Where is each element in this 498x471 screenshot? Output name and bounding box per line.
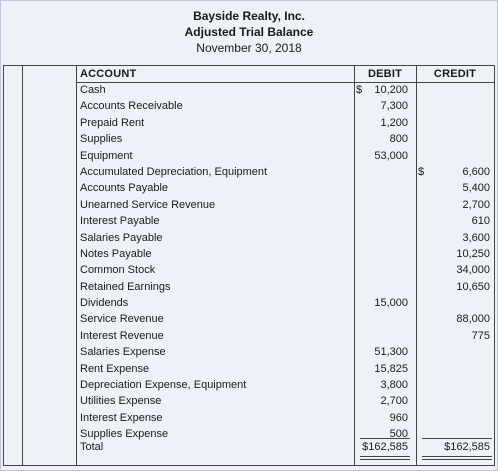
credit-value: 610 bbox=[471, 215, 490, 228]
debit-amount bbox=[356, 363, 408, 375]
credit-amount bbox=[418, 232, 490, 244]
debit-amount bbox=[356, 395, 408, 407]
debit-column-header: DEBIT bbox=[368, 68, 402, 80]
credit-value: 3,600 bbox=[462, 231, 490, 244]
statement-date: November 30, 2018 bbox=[196, 41, 302, 55]
debit-amount bbox=[356, 297, 408, 309]
table-row bbox=[4, 263, 494, 279]
debit-value: 53,000 bbox=[374, 149, 408, 162]
account-rows bbox=[4, 83, 494, 444]
debit-amount bbox=[356, 84, 408, 96]
account-name: Interest Expense bbox=[80, 411, 163, 424]
table-row bbox=[4, 165, 494, 181]
table-row bbox=[4, 116, 494, 132]
credit-amount bbox=[418, 313, 490, 325]
credit-amount bbox=[418, 182, 490, 194]
credit-value: 34,000 bbox=[456, 264, 490, 277]
credit-value: 6,600 bbox=[462, 165, 490, 178]
debit-double-rule bbox=[360, 456, 410, 460]
account-name: Accounts Receivable bbox=[80, 100, 183, 113]
table-row bbox=[4, 312, 494, 328]
debit-amount bbox=[356, 150, 408, 162]
debit-amount bbox=[356, 412, 408, 424]
table-row bbox=[4, 149, 494, 165]
credit-amount bbox=[418, 199, 490, 211]
account-name: Depreciation Expense, Equipment bbox=[80, 379, 247, 392]
total-debit: $162,585 bbox=[362, 441, 408, 453]
credit-column-header: CREDIT bbox=[433, 68, 477, 80]
account-name: Notes Payable bbox=[80, 247, 152, 260]
debit-value: 800 bbox=[389, 133, 408, 146]
credit-value: 10,650 bbox=[456, 280, 490, 293]
debit-amount bbox=[356, 100, 408, 112]
total-row bbox=[4, 441, 494, 455]
credit-amount bbox=[418, 281, 490, 293]
statement-header bbox=[1, 1, 497, 63]
table-row bbox=[4, 329, 494, 345]
debit-amount bbox=[356, 346, 408, 358]
table-row bbox=[4, 296, 494, 312]
account-name: Prepaid Rent bbox=[80, 116, 145, 129]
table-row bbox=[4, 378, 494, 394]
account-name: Accounts Payable bbox=[80, 182, 169, 195]
account-name: Supplies bbox=[80, 133, 123, 146]
credit-amount bbox=[418, 248, 490, 260]
table-row bbox=[4, 99, 494, 115]
table-row bbox=[4, 231, 494, 247]
credit-double-rule bbox=[422, 456, 492, 460]
debit-value: 51,300 bbox=[374, 346, 408, 359]
debit-value: 960 bbox=[389, 411, 408, 424]
account-name: Salaries Expense bbox=[80, 346, 166, 359]
credit-value: 775 bbox=[471, 329, 490, 342]
account-name: Salaries Payable bbox=[80, 231, 163, 244]
debit-amount bbox=[356, 379, 408, 391]
account-name: Supplies Expense bbox=[80, 428, 169, 441]
credit-amount bbox=[418, 264, 490, 276]
account-name: Utilities Expense bbox=[80, 395, 162, 408]
debit-value: 15,000 bbox=[374, 297, 408, 310]
debit-value: 7,300 bbox=[380, 100, 408, 113]
table-row bbox=[4, 394, 494, 410]
company-name: Bayside Realty, Inc. bbox=[193, 9, 305, 23]
debit-value: 2,700 bbox=[380, 395, 408, 408]
debit-amount bbox=[356, 117, 408, 129]
total-label: Total bbox=[80, 441, 104, 453]
trial-balance-table bbox=[3, 65, 495, 466]
debit-value: 15,825 bbox=[374, 362, 408, 375]
credit-value: 2,700 bbox=[462, 198, 490, 211]
total-credit: $162,585 bbox=[444, 441, 490, 453]
table-row bbox=[4, 247, 494, 263]
table-row bbox=[4, 83, 494, 99]
account-name: Interest Payable bbox=[80, 215, 160, 228]
account-name: Service Revenue bbox=[80, 313, 164, 326]
credit-amount bbox=[418, 166, 490, 178]
account-name: Accumulated Depreciation, Equipment bbox=[80, 165, 268, 178]
debit-value: 500 bbox=[389, 428, 408, 441]
account-name: Retained Earnings bbox=[80, 280, 171, 293]
table-row bbox=[4, 181, 494, 197]
account-column-header: ACCOUNT bbox=[80, 68, 137, 80]
credit-value: 10,250 bbox=[456, 247, 490, 260]
credit-currency-sign: $ bbox=[418, 165, 425, 178]
table-row bbox=[4, 132, 494, 148]
table-row bbox=[4, 362, 494, 378]
table-row bbox=[4, 214, 494, 230]
account-name: Interest Revenue bbox=[80, 329, 164, 342]
debit-value: 10,200 bbox=[374, 84, 408, 96]
credit-value: 5,400 bbox=[462, 182, 490, 195]
table-row bbox=[4, 280, 494, 296]
credit-amount bbox=[418, 215, 490, 227]
account-name: Unearned Service Revenue bbox=[80, 198, 216, 211]
debit-value: 1,200 bbox=[380, 116, 408, 129]
account-name: Common Stock bbox=[80, 264, 156, 277]
debit-currency-sign: $ bbox=[356, 84, 363, 96]
account-name: Rent Expense bbox=[80, 362, 150, 375]
debit-amount bbox=[356, 133, 408, 145]
debit-value: 3,800 bbox=[380, 379, 408, 392]
account-name: Dividends bbox=[80, 297, 129, 310]
credit-amount bbox=[418, 330, 490, 342]
credit-value: 88,000 bbox=[456, 313, 490, 326]
account-name: Cash bbox=[80, 84, 106, 96]
table-row bbox=[4, 411, 494, 427]
account-name: Equipment bbox=[80, 149, 133, 162]
table-row bbox=[4, 198, 494, 214]
statement-title: Adjusted Trial Balance bbox=[184, 25, 314, 39]
table-row bbox=[4, 345, 494, 361]
credit-total-rule bbox=[422, 438, 492, 439]
debit-total-rule bbox=[360, 438, 410, 439]
